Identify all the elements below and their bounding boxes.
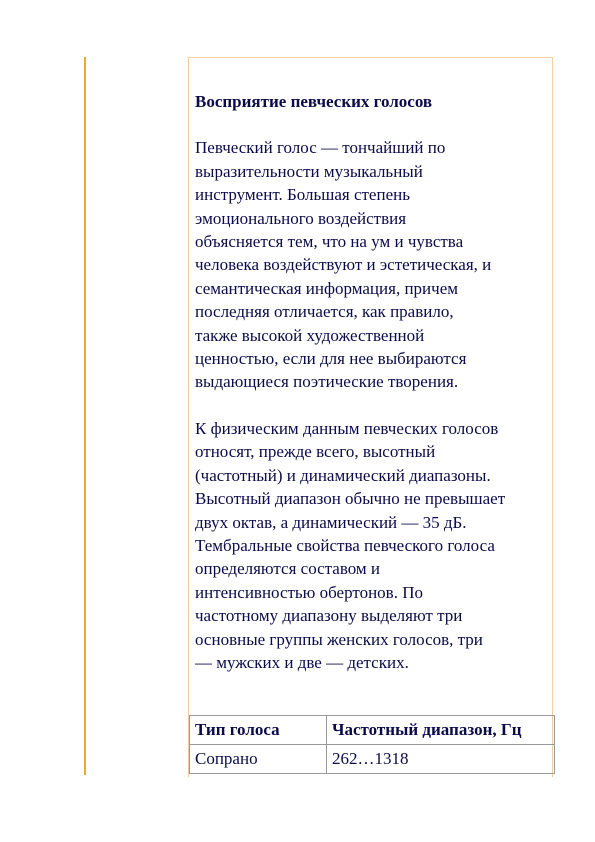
table-row (190, 745, 555, 774)
paragraph-2: К физическим данным певческих голосов относят, прежде всего, высотный (частотный) и динамический диапазоны. Высотный диапазон обычно не превышает двух октав, а динамический — 35 дБ. Тембральные свойства певческого голоса определяются составом и интенсивностью обертонов. По частотному диапазону выделяют три основные группы женских голосов, три — мужских и две — детских. (195, 418, 506, 672)
table-cell-voice-type: Сопрано (190, 745, 327, 774)
section-heading: Восприятие певческих голосов (195, 92, 433, 111)
table-header-frequency-range: Частотный диапазон, Гц (327, 716, 555, 745)
table-header-voice-type: Тип голоса (190, 716, 327, 745)
left-margin-rule (84, 57, 86, 775)
table-header-row (190, 716, 555, 745)
document-body (195, 90, 555, 697)
paragraph-1: Певческий голос — тончайший по выразительности музыкальный инструмент. Большая степень эмоционального воздействия объясняется тем, что на ум и чувства человека воздействуют и эстетическая, и семантическая информация, причем последняя отличается, как правило, также высокой художественной ценностью, если для нее выбираются выдающиеся поэтические творения. (195, 138, 492, 392)
table-cell-frequency-range: 262…1318 (327, 745, 555, 774)
voice-range-table (189, 715, 555, 774)
